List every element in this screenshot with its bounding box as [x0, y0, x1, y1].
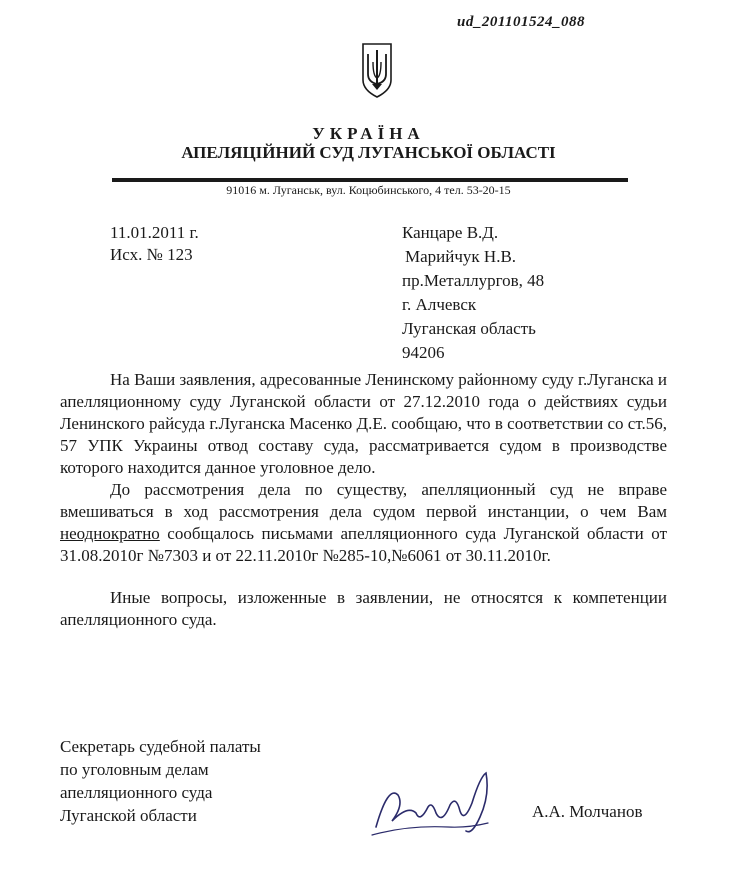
recipient-street: пр.Металлургов, 48 — [402, 271, 545, 290]
recipient-postcode: 94206 — [402, 343, 445, 362]
signatory-line-4: Луганской области — [60, 806, 197, 825]
signatory-line-1: Секретарь судебной палаты — [60, 737, 261, 756]
recipient-city: г. Алчевск — [402, 295, 477, 314]
outgoing-number: Исх. № 123 — [110, 245, 193, 264]
recipient-name-2: Марийчук Н.В. — [405, 247, 517, 266]
paragraph-1: На Ваши заявления, адресованные Ленинскому районному суду г.Луганска и апелляционному суду Луганской области от 27.12.2010 года о действиях судьи Ленинского райсуда г.Луганска Масенко Д.Е. сообщаю, что в соответствии со ст.56, 57 УПК Украины отвод составу суда, рассматривается судом в производстве которого находится данное уголовное дело. — [60, 370, 667, 477]
court-address: 91016 м. Луганськ, вул. Коцюбинського, 4 тел. 53-20-15 — [226, 183, 511, 197]
signatory-line-2: по уголовным делам — [60, 760, 209, 779]
handwritten-signature — [368, 765, 498, 845]
paragraph-2-underlined: неоднократно — [60, 524, 160, 543]
paragraph-2 — [60, 479, 667, 567]
signatory-line-3: апелляционного суда — [60, 783, 213, 802]
recipient-block — [402, 221, 544, 365]
country-title: УКРАЇНА — [312, 124, 425, 143]
signatory-title — [60, 735, 261, 827]
recipient-name-1: Канцаре В.Д. — [402, 223, 499, 242]
court-name: АПЕЛЯЦІЙНИЙ СУД ЛУГАНСЬКОЇ ОБЛАСТІ — [181, 143, 556, 162]
document-id: ud_201101524_088 — [457, 14, 586, 30]
letter-date: 11.01.2011 г. — [110, 223, 199, 242]
paragraph-3: Иные вопросы, изложенные в заявлении, не относятся к компетенции апелляционного суда. — [60, 588, 667, 629]
trident-emblem-icon — [357, 40, 397, 100]
signer-name: А.А. Молчанов — [532, 802, 643, 821]
letter-body — [60, 369, 667, 631]
header-divider — [112, 178, 628, 182]
recipient-region: Луганская область — [402, 319, 536, 338]
paragraph-2-end: сообщалось письмами апелляционного суда Луганской области от 31.08.2010г №7303 и от 22.11.2010г №285-10,№6061 от 30.11.2010г. — [60, 524, 667, 565]
paragraph-2-start: До рассмотрения дела по существу, апелляционный суд не вправе вмешиваться в ход рассмотрения дела судом первой инстанции, о чем Вам — [60, 480, 667, 521]
